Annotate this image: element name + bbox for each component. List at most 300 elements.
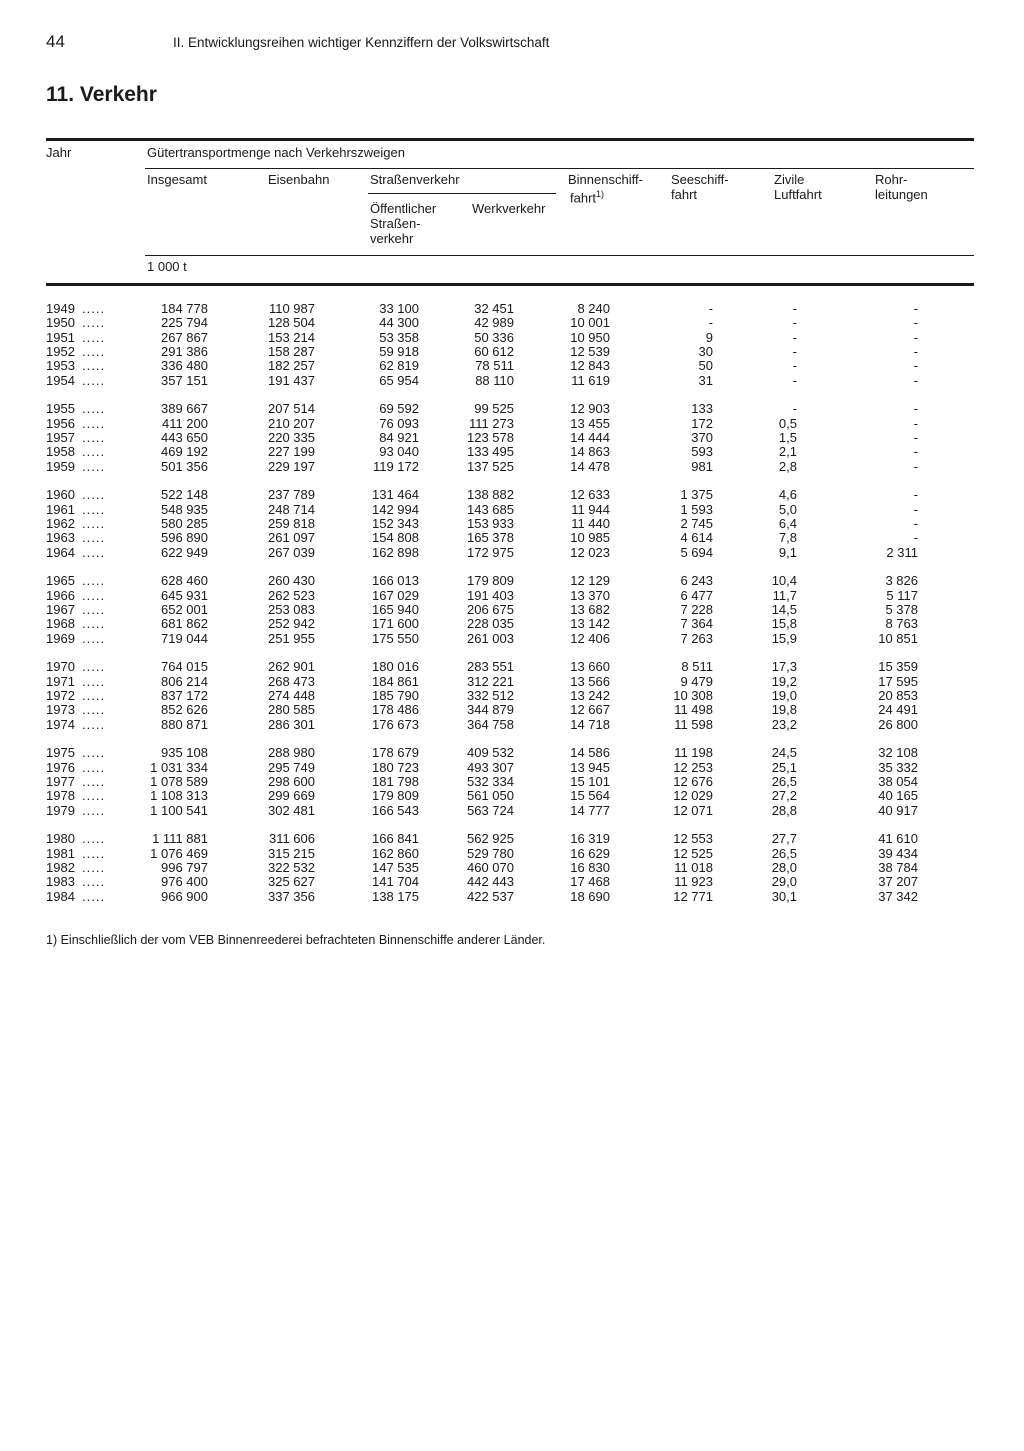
table-row: [0, 890, 1024, 904]
cell-year: 1970: [46, 659, 75, 675]
cell-seeschiffahrt: 370: [691, 429, 713, 445]
cell-eisenbahn: 280 585: [268, 702, 315, 718]
cell-eisenbahn: 295 749: [268, 759, 315, 775]
cell-binnenschiffahrt: 10 985: [570, 530, 610, 546]
cell-werkverkehr: 228 035: [467, 616, 514, 632]
cell-binnenschiffahrt: 13 142: [570, 616, 610, 632]
cell-oeffentlicher: 178 679: [372, 745, 419, 761]
cell-oeffentlicher: 76 093: [379, 415, 419, 431]
cell-binnenschiffahrt: 15 101: [570, 773, 610, 789]
cell-insgesamt: 411 200: [161, 415, 208, 431]
leader-dots: .....: [82, 501, 106, 517]
cell-rohrleitungen: -: [913, 401, 918, 417]
footnote-marker: 1): [596, 189, 605, 199]
cell-eisenbahn: 299 669: [268, 788, 315, 804]
cell-luftfahrt: 25,1: [771, 759, 797, 775]
cell-eisenbahn: 260 430: [268, 573, 315, 589]
cell-insgesamt: 291 386: [161, 343, 208, 359]
cell-year: 1984: [46, 888, 75, 904]
cell-luftfahrt: 0,5: [778, 415, 797, 431]
cell-werkverkehr: 60 612: [474, 343, 514, 359]
cell-seeschiffahrt: 30: [698, 343, 713, 359]
footnote: 1) Einschließlich der vom VEB Binnenreederei befrachteten Binnenschiffe anderer Länder.: [46, 933, 546, 947]
cell-year: 1979: [46, 802, 75, 818]
leader-dots: .....: [82, 802, 106, 818]
cell-eisenbahn: 252 942: [268, 616, 315, 632]
cell-year: 1958: [46, 444, 75, 460]
cell-werkverkehr: 123 578: [467, 429, 514, 445]
cell-luftfahrt: 24,5: [771, 745, 797, 761]
leader-dots: .....: [82, 630, 106, 646]
cell-year: 1949: [46, 301, 75, 316]
cell-insgesamt: 976 400: [161, 874, 208, 890]
cell-oeffentlicher: 180 016: [372, 659, 419, 675]
cell-insgesamt: 501 356: [161, 458, 208, 474]
cell-eisenbahn: 274 448: [268, 687, 315, 703]
cell-binnenschiffahrt: 13 370: [570, 587, 610, 603]
cell-oeffentlicher: 138 175: [372, 888, 419, 904]
cell-luftfahrt: 2,1: [778, 444, 797, 460]
cell-werkverkehr: 493 307: [467, 759, 514, 775]
cell-year: 1968: [46, 616, 75, 632]
table-top-rule: [46, 138, 974, 141]
leader-dots: .....: [82, 687, 106, 703]
table-row: [0, 703, 1024, 717]
cell-seeschiffahrt: 31: [698, 372, 713, 388]
table-row: [0, 789, 1024, 803]
cell-oeffentlicher: 53 358: [379, 329, 419, 345]
cell-year: 1959: [46, 458, 75, 474]
leader-dots: .....: [82, 315, 106, 331]
cell-rohrleitungen: 10 851: [878, 630, 918, 646]
header-see-line2: fahrt: [671, 187, 698, 202]
cell-seeschiffahrt: 981: [691, 458, 713, 474]
cell-rohrleitungen: 26 800: [878, 716, 918, 732]
cell-oeffentlicher: 176 673: [372, 716, 419, 732]
cell-year: 1982: [46, 859, 75, 875]
cell-seeschiffahrt: 7 364: [680, 616, 713, 632]
cell-year: 1957: [46, 429, 75, 445]
cell-binnenschiffahrt: 14 444: [570, 429, 610, 445]
cell-eisenbahn: 311 606: [268, 831, 315, 847]
cell-insgesamt: 1 108 313: [150, 788, 208, 804]
table-row: [0, 460, 1024, 474]
cell-luftfahrt: -: [792, 315, 797, 331]
cell-werkverkehr: 261 003: [467, 630, 514, 646]
cell-luftfahrt: 14,5: [771, 601, 797, 617]
header-insgesamt: Insgesamt: [147, 172, 207, 187]
cell-seeschiffahrt: 50: [698, 358, 713, 374]
cell-rohrleitungen: 17 595: [878, 673, 918, 689]
cell-werkverkehr: 344 879: [467, 702, 514, 718]
cell-werkverkehr: 442 443: [467, 874, 514, 890]
cell-eisenbahn: 253 083: [268, 601, 315, 617]
cell-binnenschiffahrt: 12 406: [570, 630, 610, 646]
cell-insgesamt: 389 667: [161, 401, 208, 417]
cell-rohrleitungen: -: [913, 329, 918, 345]
cell-insgesamt: 357 151: [161, 372, 208, 388]
cell-binnenschiffahrt: 13 945: [570, 759, 610, 775]
cell-insgesamt: 596 890: [161, 530, 208, 546]
cell-year: 1974: [46, 716, 75, 732]
header-group-rule: [145, 168, 974, 169]
cell-seeschiffahrt: 10 308: [673, 687, 713, 703]
cell-year: 1955: [46, 401, 75, 417]
cell-werkverkehr: 32 451: [474, 301, 514, 316]
leader-dots: .....: [82, 301, 106, 316]
cell-seeschiffahrt: 4 614: [680, 530, 713, 546]
cell-oeffentlicher: 141 704: [372, 874, 419, 890]
cell-luftfahrt: 19,2: [771, 673, 797, 689]
table-row: [0, 804, 1024, 818]
cell-seeschiffahrt: 12 253: [673, 759, 713, 775]
cell-oeffentlicher: 166 013: [372, 573, 419, 589]
header-luft-line1: Zivile: [774, 172, 805, 187]
leader-dots: .....: [82, 845, 106, 861]
header-werkverkehr: Werkverkehr: [472, 201, 546, 216]
header-see-line1: Seeschiff-: [671, 172, 729, 187]
cell-rohrleitungen: -: [913, 515, 918, 531]
cell-eisenbahn: 315 215: [268, 845, 315, 861]
cell-eisenbahn: 261 097: [268, 530, 315, 546]
leader-dots: .....: [82, 458, 106, 474]
cell-luftfahrt: 26,5: [771, 773, 797, 789]
cell-eisenbahn: 259 818: [268, 515, 315, 531]
leader-dots: .....: [82, 429, 106, 445]
cell-eisenbahn: 182 257: [268, 358, 315, 374]
cell-oeffentlicher: 179 809: [372, 788, 419, 804]
cell-rohrleitungen: -: [913, 415, 918, 431]
cell-oeffentlicher: 171 600: [372, 616, 419, 632]
table-row: [0, 589, 1024, 603]
cell-oeffentlicher: 162 860: [372, 845, 419, 861]
leader-dots: .....: [82, 358, 106, 374]
leader-dots: .....: [82, 874, 106, 890]
cell-seeschiffahrt: 6 477: [680, 587, 713, 603]
cell-luftfahrt: 27,2: [771, 788, 797, 804]
cell-werkverkehr: 563 724: [467, 802, 514, 818]
cell-oeffentlicher: 84 921: [379, 429, 419, 445]
cell-luftfahrt: 4,6: [778, 487, 797, 503]
header-oeffentlicher-line3: verkehr: [370, 231, 414, 246]
cell-insgesamt: 522 148: [161, 487, 208, 503]
cell-binnenschiffahrt: 14 863: [570, 444, 610, 460]
cell-binnenschiffahrt: 16 830: [570, 859, 610, 875]
cell-oeffentlicher: 33 100: [379, 301, 419, 316]
table-row: [0, 861, 1024, 875]
leader-dots: .....: [82, 530, 106, 546]
cell-year: 1965: [46, 573, 75, 589]
table-row: [0, 417, 1024, 431]
cell-binnenschiffahrt: 16 319: [570, 831, 610, 847]
table-header-bottom-rule: [46, 283, 974, 286]
leader-dots: .....: [82, 616, 106, 632]
unit-rule: [145, 255, 974, 256]
cell-eisenbahn: 248 714: [268, 501, 315, 517]
cell-year: 1956: [46, 415, 75, 431]
cell-eisenbahn: 191 437: [268, 372, 315, 388]
cell-rohrleitungen: 5 117: [886, 587, 918, 603]
cell-seeschiffahrt: 11 018: [674, 859, 713, 875]
cell-werkverkehr: 111 273: [468, 415, 514, 431]
cell-eisenbahn: 153 214: [268, 329, 315, 345]
leader-dots: .....: [82, 573, 106, 589]
cell-eisenbahn: 220 335: [268, 429, 315, 445]
cell-insgesamt: 719 044: [161, 630, 208, 646]
leader-dots: .....: [82, 859, 106, 875]
page-number: 44: [46, 32, 65, 51]
cell-oeffentlicher: 62 819: [379, 358, 419, 374]
leader-dots: .....: [82, 444, 106, 460]
cell-insgesamt: 1 031 334: [150, 759, 208, 775]
leader-dots: .....: [82, 372, 106, 388]
cell-year: 1980: [46, 831, 75, 847]
cell-rohrleitungen: 37 207: [878, 874, 918, 890]
cell-werkverkehr: 50 336: [474, 329, 514, 345]
cell-year: 1952: [46, 343, 75, 359]
cell-werkverkehr: 191 403: [467, 587, 514, 603]
leader-dots: .....: [82, 544, 106, 560]
cell-eisenbahn: 262 523: [268, 587, 315, 603]
cell-oeffentlicher: 59 918: [379, 343, 419, 359]
cell-insgesamt: 996 797: [161, 859, 208, 875]
cell-insgesamt: 548 935: [161, 501, 208, 517]
header-oeffentlicher-line1: Öffentlicher: [370, 201, 437, 216]
cell-seeschiffahrt: 2 745: [680, 515, 713, 531]
leader-dots: .....: [82, 888, 106, 904]
cell-binnenschiffahrt: 12 633: [570, 487, 610, 503]
cell-year: 1960: [46, 487, 75, 503]
cell-seeschiffahrt: 11 198: [674, 745, 713, 761]
cell-luftfahrt: 30,1: [771, 888, 797, 904]
table-row: [0, 675, 1024, 689]
cell-seeschiffahrt: 11 498: [674, 702, 713, 718]
cell-eisenbahn: 227 199: [268, 444, 315, 460]
leader-dots: .....: [82, 788, 106, 804]
cell-seeschiffahrt: 12 525: [673, 845, 713, 861]
cell-werkverkehr: 422 537: [467, 888, 514, 904]
cell-luftfahrt: 19,0: [771, 687, 797, 703]
table-row: [0, 574, 1024, 588]
cell-seeschiffahrt: 1 375: [680, 487, 713, 503]
cell-oeffentlicher: 185 790: [372, 687, 419, 703]
cell-year: 1973: [46, 702, 75, 718]
cell-seeschiffahrt: 8 511: [681, 659, 713, 675]
cell-seeschiffahrt: 133: [691, 401, 713, 417]
cell-oeffentlicher: 119 172: [372, 458, 419, 474]
cell-seeschiffahrt: 12 676: [673, 773, 713, 789]
cell-werkverkehr: 561 050: [467, 788, 514, 804]
cell-year: 1966: [46, 587, 75, 603]
cell-oeffentlicher: 69 592: [379, 401, 419, 417]
cell-luftfahrt: 27,7: [771, 831, 797, 847]
header-binnen-word: fahrt: [570, 190, 597, 206]
cell-rohrleitungen: 2 311: [886, 544, 918, 560]
header-seeschiffahrt: [671, 172, 729, 202]
cell-year: 1977: [46, 773, 75, 789]
cell-binnenschiffahrt: 14 718: [570, 716, 610, 732]
cell-insgesamt: 966 900: [161, 888, 208, 904]
cell-seeschiffahrt: 5 694: [680, 544, 713, 560]
cell-eisenbahn: 207 514: [268, 401, 315, 417]
cell-rohrleitungen: 8 763: [885, 616, 918, 632]
table-row: [0, 374, 1024, 388]
leader-dots: .....: [82, 745, 106, 761]
cell-year: 1953: [46, 358, 75, 374]
table-row: [0, 316, 1024, 330]
cell-insgesamt: 225 794: [161, 315, 208, 331]
cell-werkverkehr: 562 925: [467, 831, 514, 847]
cell-eisenbahn: 262 901: [268, 659, 315, 675]
cell-binnenschiffahrt: 17 468: [570, 874, 610, 890]
cell-seeschiffahrt: -: [708, 301, 713, 316]
cell-oeffentlicher: 184 861: [372, 673, 419, 689]
table-row: [0, 331, 1024, 345]
cell-oeffentlicher: 166 841: [372, 831, 419, 847]
cell-insgesamt: 764 015: [161, 659, 208, 675]
cell-rohrleitungen: 24 491: [878, 702, 918, 718]
cell-seeschiffahrt: 7 228: [680, 601, 713, 617]
table-row: [0, 603, 1024, 617]
cell-eisenbahn: 128 504: [268, 315, 315, 331]
cell-insgesamt: 628 460: [161, 573, 208, 589]
cell-binnenschiffahrt: 16 629: [570, 845, 610, 861]
header-binnen-line1: Binnenschiff-: [568, 172, 643, 187]
cell-oeffentlicher: 181 798: [372, 773, 419, 789]
cell-insgesamt: 935 108: [161, 745, 208, 761]
cell-eisenbahn: 298 600: [268, 773, 315, 789]
header-jahr: Jahr: [46, 145, 72, 160]
cell-year: 1951: [46, 329, 75, 345]
cell-luftfahrt: 6,4: [778, 515, 797, 531]
cell-werkverkehr: 364 758: [467, 716, 514, 732]
leader-dots: .....: [82, 401, 106, 417]
table-row: [0, 345, 1024, 359]
cell-luftfahrt: 1,5: [778, 429, 797, 445]
cell-seeschiffahrt: 9 479: [680, 673, 713, 689]
header-zivile-luftfahrt: [774, 172, 822, 202]
cell-luftfahrt: -: [792, 372, 797, 388]
cell-rohrleitungen: 37 342: [878, 888, 918, 904]
cell-seeschiffahrt: 12 553: [673, 831, 713, 847]
cell-binnenschiffahrt: 13 682: [570, 601, 610, 617]
cell-eisenbahn: 337 356: [268, 888, 315, 904]
cell-year: 1967: [46, 601, 75, 617]
cell-oeffentlicher: 147 535: [372, 859, 419, 875]
cell-rohrleitungen: -: [913, 458, 918, 474]
cell-binnenschiffahrt: 11 944: [571, 501, 610, 517]
cell-oeffentlicher: 65 954: [379, 372, 419, 388]
cell-insgesamt: 267 867: [161, 329, 208, 345]
cell-oeffentlicher: 166 543: [372, 802, 419, 818]
cell-oeffentlicher: 142 994: [372, 501, 419, 517]
cell-werkverkehr: 529 780: [467, 845, 514, 861]
cell-binnenschiffahrt: 10 001: [570, 315, 610, 331]
cell-werkverkehr: 206 675: [467, 601, 514, 617]
cell-luftfahrt: 26,5: [771, 845, 797, 861]
table-row: [0, 431, 1024, 445]
cell-insgesamt: 1 076 469: [150, 845, 208, 861]
cell-rohrleitungen: 40 165: [878, 788, 918, 804]
cell-luftfahrt: 23,2: [771, 716, 797, 732]
table-row: [0, 402, 1024, 416]
leader-dots: .....: [82, 601, 106, 617]
table-row: [0, 718, 1024, 732]
cell-rohrleitungen: 39 434: [878, 845, 918, 861]
header-rohrleitungen: [875, 172, 928, 202]
table-row: [0, 847, 1024, 861]
leader-dots: .....: [82, 587, 106, 603]
cell-rohrleitungen: -: [913, 315, 918, 331]
cell-oeffentlicher: 162 898: [372, 544, 419, 560]
cell-luftfahrt: 9,1: [778, 544, 797, 560]
cell-binnenschiffahrt: 18 690: [570, 888, 610, 904]
leader-dots: .....: [82, 659, 106, 675]
cell-seeschiffahrt: 9: [705, 329, 713, 345]
cell-luftfahrt: -: [792, 301, 797, 316]
header-oeffentlicher-line2: Straßen-: [370, 216, 421, 231]
cell-eisenbahn: 237 789: [268, 487, 315, 503]
cell-luftfahrt: 5,0: [778, 501, 797, 517]
leader-dots: .....: [82, 329, 106, 345]
cell-insgesamt: 1 111 881: [152, 831, 208, 847]
table-row: [0, 517, 1024, 531]
leader-dots: .....: [82, 773, 106, 789]
cell-year: 1971: [46, 673, 75, 689]
cell-oeffentlicher: 131 464: [372, 487, 419, 503]
cell-binnenschiffahrt: 12 843: [570, 358, 610, 374]
table-row: [0, 503, 1024, 517]
cell-werkverkehr: 42 989: [474, 315, 514, 331]
cell-oeffentlicher: 175 550: [372, 630, 419, 646]
cell-binnenschiffahrt: 11 619: [571, 372, 610, 388]
cell-werkverkehr: 78 511: [475, 358, 514, 374]
cell-rohrleitungen: 3 826: [885, 573, 918, 589]
cell-luftfahrt: 19,8: [771, 702, 797, 718]
table-row: [0, 617, 1024, 631]
cell-seeschiffahrt: 12 071: [673, 802, 713, 818]
cell-seeschiffahrt: 1 593: [680, 501, 713, 517]
cell-binnenschiffahrt: 8 240: [577, 301, 610, 316]
cell-luftfahrt: -: [792, 343, 797, 359]
cell-seeschiffahrt: 6 243: [680, 573, 713, 589]
cell-luftfahrt: 28,8: [771, 802, 797, 818]
table-row: [0, 660, 1024, 674]
cell-werkverkehr: 179 809: [467, 573, 514, 589]
cell-luftfahrt: 11,7: [772, 587, 797, 603]
cell-year: 1981: [46, 845, 75, 861]
cell-eisenbahn: 268 473: [268, 673, 315, 689]
cell-eisenbahn: 158 287: [268, 343, 315, 359]
cell-rohrleitungen: 38 784: [878, 859, 918, 875]
cell-rohrleitungen: -: [913, 487, 918, 503]
cell-oeffentlicher: 167 029: [372, 587, 419, 603]
cell-year: 1954: [46, 372, 75, 388]
cell-year: 1983: [46, 874, 75, 890]
table-row: [0, 775, 1024, 789]
header-binnen-line2: [568, 187, 643, 205]
cell-seeschiffahrt: 7 263: [680, 630, 713, 646]
cell-rohrleitungen: 35 332: [878, 759, 918, 775]
cell-seeschiffahrt: -: [708, 315, 713, 331]
leader-dots: .....: [82, 759, 106, 775]
cell-werkverkehr: 409 532: [467, 745, 514, 761]
cell-eisenbahn: 110 987: [268, 301, 315, 316]
table-row: [0, 546, 1024, 560]
cell-werkverkehr: 165 378: [467, 530, 514, 546]
cell-rohrleitungen: -: [913, 530, 918, 546]
cell-binnenschiffahrt: 14 586: [570, 745, 610, 761]
